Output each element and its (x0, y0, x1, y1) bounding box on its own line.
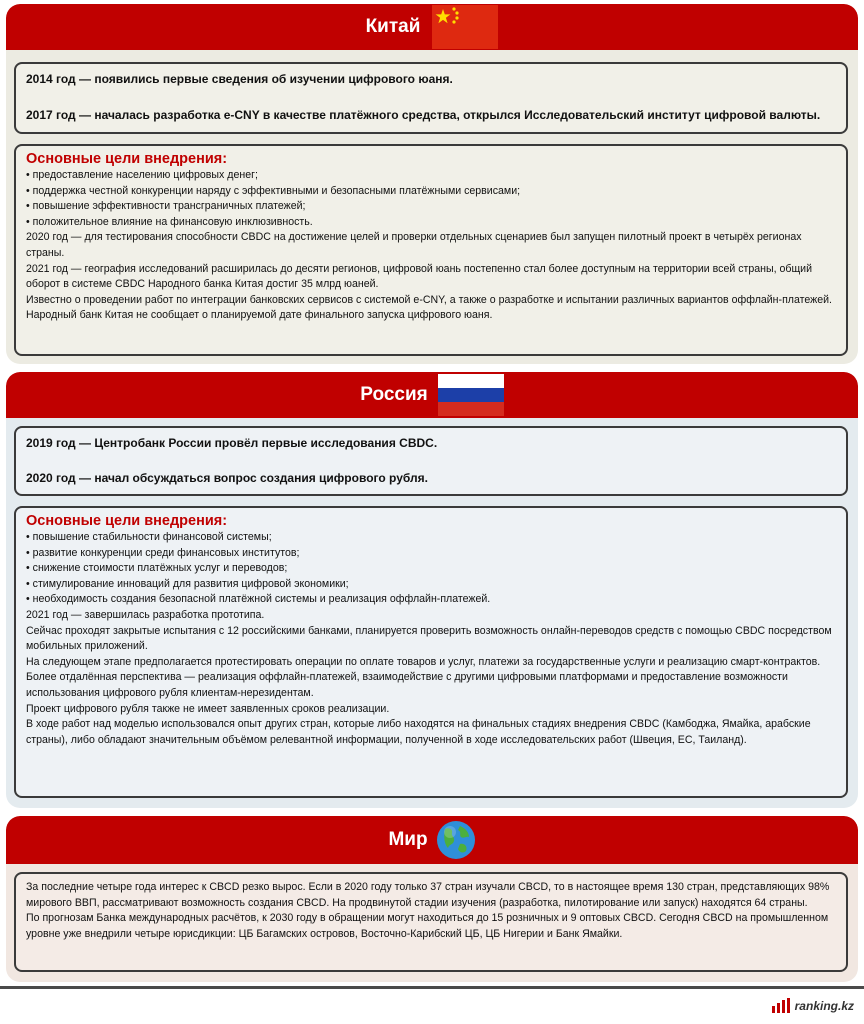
russia-fact-2019: 2019 год — Центробанк России провёл первые исследования CBDC. (26, 436, 438, 450)
china-note: 2020 год — для тестирования способности CBDC на достижение целей и проверки отдельных сценариев был запущен пилотный проект в четырёх регионах страны. (26, 231, 802, 259)
russia-note: Более отдалённая перспектива — реализация оффлайн-платежей, взаимодействие с другими цифровыми платформами и предоставление возможности использования цифрового рубля клиентам-нерезидентам. (26, 671, 788, 699)
globe-icon (436, 820, 476, 860)
world-note: По прогнозам Банка международных расчётов, к 2030 году в обращении могут находиться до 15 розничных и 9 оптовых CBCD. Сегодня CBCD на промышленном уровне уже внедрили четыре юрисдикции: ЦБ Багамских островов, Восточно-Карибский ЦБ, ЦБ Нигерии и Банк Ямайки. (26, 912, 829, 940)
russia-goals-box (14, 506, 848, 798)
russia-goals-title: Основные цели внедрения: (26, 513, 228, 529)
russia-note: На следующем этапе предполагается протестировать операции по оплате товаров и услуг, платежи за государственные услуги и реализацию смарт-контрактов. (26, 655, 821, 668)
russia-section (6, 372, 858, 808)
china-goal-item: • предоставление населению цифровых денег; (26, 169, 258, 181)
china-header (6, 4, 858, 50)
russia-goal-item: • необходимость создания безопасной платёжной системы и реализация оффлайн-платежей. (26, 593, 491, 606)
china-note: 2021 год — география исследований расширилась до десяти регионов, цифровой юань постепенно стал более доступным на территории всей страны, общий оборот в системе CBDC Народного банка Китая достиг 35 млрд юаней. (26, 262, 812, 291)
world-note: За последние четыре года интерес к CBCD резко вырос. Если в 2020 году только 37 стран изучали CBCD, то в настоящее время 130 стран, представляющих 98% мирового ВВП, рассматривают возможность создания CBCD. На продвинутой стадии изучения (разработка, пилотирование или запуск) находятся 64 страны. (26, 881, 830, 909)
china-flag-icon (432, 5, 498, 49)
china-goal-item: • повышение эффективности трансграничных платежей; (26, 200, 306, 213)
brand-name: ranking.kz (794, 998, 854, 1013)
china-section (6, 4, 858, 364)
china-fact-2014: 2014 год — появились первые сведения об изучении цифрового юаня. (26, 72, 453, 86)
china-goal-item: • положительное влияние на финансовую инклюзивность. (26, 215, 313, 228)
china-goals-title: Основные цели внедрения: (26, 151, 228, 167)
brand-bars-icon (772, 998, 790, 1013)
brand-logo (772, 998, 854, 1013)
china-fact-2017: 2017 год — началась разработка e-CNY в качестве платёжного средства, открылся Исследовательский институт цифровой валюты. (26, 108, 821, 122)
china-title: Китай (365, 16, 421, 37)
russia-note: Сейчас проходят закрытые испытания с 12 российскими банками, планируется проверить возможность онлайн-переводов средств с помощью CBDC посредством мобильных приложений. (26, 624, 832, 653)
china-note: Народный банк Китая не сообщает о планируемой дате финального запуска цифрового юаня. (26, 309, 493, 322)
russia-fact-2020: 2020 год — начал обсуждаться вопрос создания цифрового рубля. (26, 471, 428, 485)
world-section (6, 816, 858, 982)
footer-divider (0, 986, 864, 989)
russia-note: Проект цифрового рубля также не имеет заявленных сроков реализации. (26, 702, 390, 715)
russia-title: Россия (360, 384, 428, 405)
china-goals-box (14, 144, 848, 356)
russia-goal-item: • стимулирование инноваций для развития цифровой экономики; (26, 577, 349, 590)
world-title: Мир (388, 829, 428, 850)
china-note: Известно о проведении работ по интеграции банковских сервисов с системой e-CNY, а также о разработке и испытании различных вариантов оффлайн-платежей. (26, 293, 832, 306)
russia-note: 2021 год — завершилась разработка прототипа. (26, 608, 265, 621)
russia-goal-item: • развитие конкуренции среди финансовых институтов; (26, 546, 300, 559)
russia-facts-box (14, 426, 848, 496)
world-info-box (14, 872, 848, 972)
world-header (6, 816, 858, 864)
russia-goal-item: • повышение стабильности финансовой системы; (26, 531, 272, 543)
russia-header (6, 372, 858, 418)
china-facts-box (14, 62, 848, 134)
china-goal-item: • поддержка честной конкуренции наряду с эффективными и безопасными платёжными сервисами; (26, 184, 521, 197)
russia-goal-item: • снижение стоимости платёжных услуг и переводов; (26, 562, 288, 575)
russia-note: В ходе работ над моделью использовался опыт других стран, которые либо находятся на финальных стадиях внедрения CBDC (Камбоджа, Ямайка, арабские страны), либо обладают значительным объёмом релевантной информации, полученной в ходе исследовательских работ (Швеция, ЕС, Таиланд). (26, 718, 811, 746)
russia-flag-icon (438, 374, 504, 416)
